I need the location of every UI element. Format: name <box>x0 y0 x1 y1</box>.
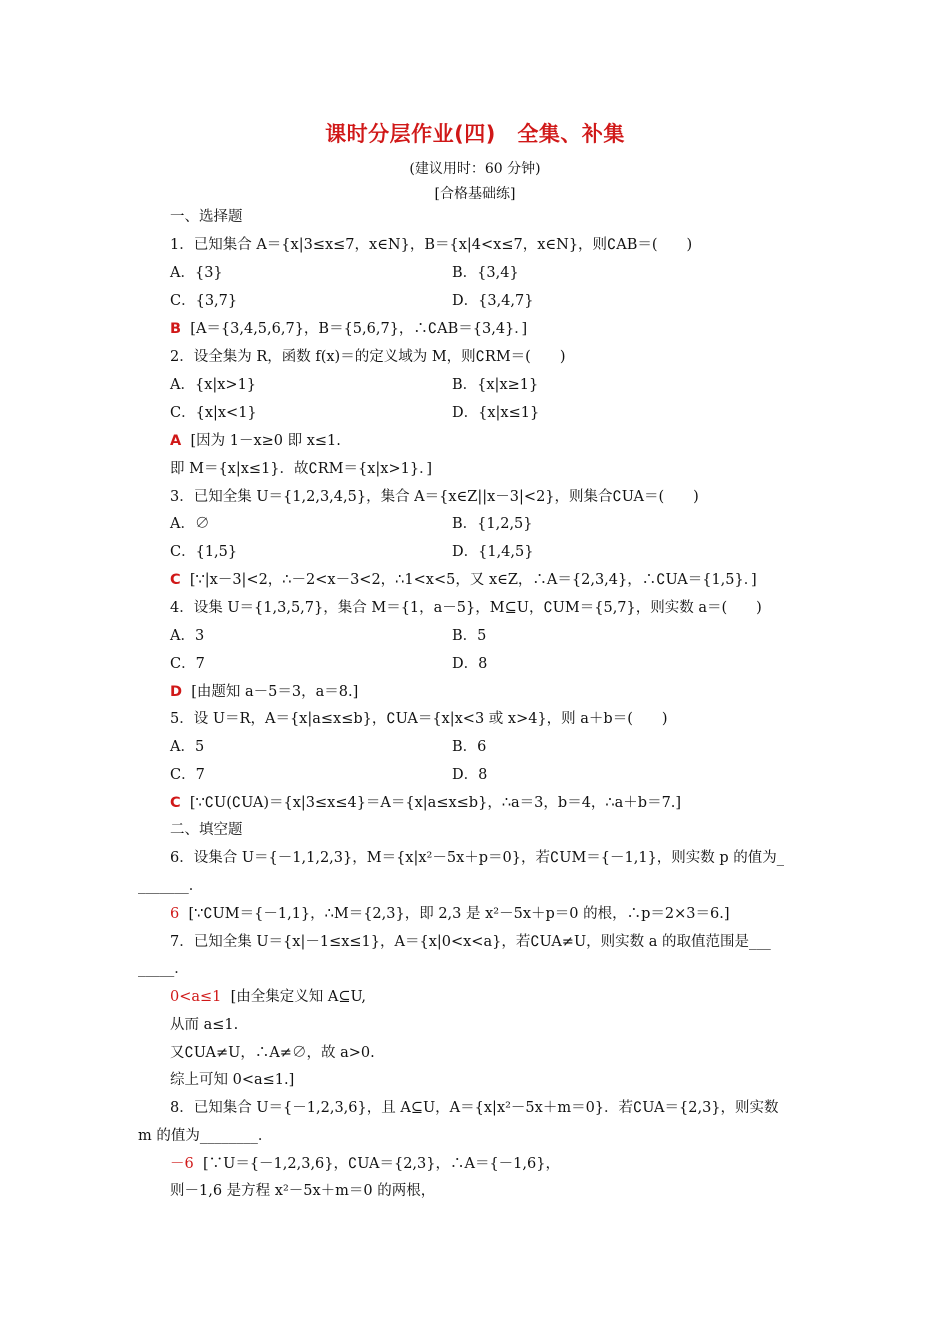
q2-answer: A <box>170 433 182 449</box>
q5-stem: 5．设 U＝R，A＝{x|a≤x≤b}，∁UA＝{x|x<3 或 x>4}，则 a＋b＝( ) <box>170 711 668 727</box>
q1-option-b: B．{3,4} <box>452 265 519 281</box>
q4-option-b: B．5 <box>452 628 487 644</box>
q5-option-b: B．6 <box>452 739 487 755</box>
q5-option-c: C．7 <box>170 767 205 783</box>
q3-option-b: B．{1,2,5} <box>452 516 533 532</box>
q6-explanation: [∵∁UM＝{－1,1}，∴M＝{2,3}，即 2,3 是 x²－5x＋p＝0 的根，∴p＝2×3＝6.] <box>188 906 730 922</box>
q1-stem: 1．已知集合 A＝{x|3≤x≤7，x∈N}，B＝{x|4<x≤7，x∈N}，则∁AB＝( ) <box>170 237 693 253</box>
q3-stem: 3．已知全集 U＝{1,2,3,4,5}，集合 A＝{x∈Z||x－3|<2}，则集合∁UA＝( ) <box>170 489 699 505</box>
q3-option-c: C．{1,5} <box>170 544 238 560</box>
q1-option-d: D．{3,4,7} <box>452 293 534 309</box>
q4-solution <box>170 682 358 702</box>
q7-stem: 7．已知全集 U＝{x|－1≤x≤1}，A＝{x|0<x<a}，若∁UA≠U，则实数 a 的取值范围是___ <box>170 934 771 950</box>
level-label: [合格基础练] <box>434 186 516 202</box>
q2-option-d: D．{x|x≤1} <box>452 405 540 421</box>
q1-solution <box>170 319 527 339</box>
q7-explanation-3: 又∁UA≠U，∴A≠∅，故 a>0. <box>170 1045 375 1061</box>
section-choice-heading: 一、选择题 <box>170 209 243 225</box>
q7-answer: 0<a≤1 <box>170 989 222 1005</box>
q1-option-c: C．{3,7} <box>170 293 238 309</box>
q2-explanation: [因为 1－x≥0 即 x≤1. <box>190 433 341 449</box>
q7-explanation-2: 从而 a≤1. <box>170 1017 239 1033</box>
q6-stem-2: _______． <box>138 878 204 894</box>
q7-explanation: [由全集定义知 A⊆U, <box>230 989 367 1005</box>
q6-answer: 6 <box>170 906 180 922</box>
q7-stem-2: _____． <box>138 961 189 977</box>
q4-option-c: C．7 <box>170 656 205 672</box>
q3-option-d: D．{1,4,5} <box>452 544 534 560</box>
q3-answer: C <box>170 572 181 588</box>
q1-option-a: A．{3} <box>170 265 223 281</box>
q2-option-a: A．{x|x>1} <box>170 377 257 393</box>
q7-explanation-4: 综上可知 0<a≤1.] <box>170 1072 295 1088</box>
q4-stem: 4．设集 U＝{1,3,5,7}，集合 M＝{1，a－5}，M⊆U，∁UM＝{5,7}，则实数 a＝( ) <box>170 600 762 616</box>
q5-option-a: A．5 <box>170 739 205 755</box>
page-title: 课时分层作业(四) 全集、补集 <box>325 122 625 146</box>
q4-answer: D <box>170 684 183 700</box>
q2-stem: 2．设全集为 R，函数 f(x)＝的定义域为 M，则∁RM＝( ) <box>170 349 566 365</box>
q4-explanation: [由题知 a－5＝3，a＝8.] <box>191 684 359 700</box>
q8-explanation-2: 则－1,6 是方程 x²－5x＋m＝0 的两根， <box>170 1183 436 1199</box>
q8-answer: －6 <box>170 1156 194 1172</box>
q6-solution <box>170 904 730 924</box>
q6-stem: 6．设集合 U＝{－1,1,2,3}，M＝{x|x²－5x＋p＝0}，若∁UM＝{－1,1}，则实数 p 的值为_ <box>170 850 785 866</box>
q4-option-d: D．8 <box>452 656 488 672</box>
q8-stem: 8．已知集合 U＝{－1,2,3,6}，且 A⊆U，A＝{x|x²－5x＋m＝0}．若∁UA＝{2,3}，则实数 <box>170 1100 779 1116</box>
q2-option-c: C．{x|x<1} <box>170 405 257 421</box>
q3-explanation: [∵|x－3|<2，∴－2<x－3<2，∴1<x<5，又 x∈Z，∴A＝{2,3,4}，∴∁UA＝{1,5}．] <box>189 572 757 588</box>
q5-answer: C <box>170 795 181 811</box>
q8-solution <box>170 1154 560 1174</box>
q8-stem-2: m 的值为________． <box>138 1128 273 1144</box>
q5-explanation: [∵∁U(∁UA)＝{x|3≤x≤4}＝A＝{x|a≤x≤b}，∴a＝3，b＝4，∴a＋b＝7.] <box>189 795 682 811</box>
time-note: (建议用时：60 分钟) <box>409 161 541 177</box>
q2-explanation-2: 即 M＝{x|x≤1}．故∁RM＝{x|x>1}．] <box>170 461 432 477</box>
q2-option-b: B．{x|x≥1} <box>452 377 539 393</box>
q5-option-d: D．8 <box>452 767 488 783</box>
q1-answer: B <box>170 321 182 337</box>
q1-explanation: [A＝{3,4,5,6,7}，B＝{5,6,7}，∴∁AB＝{3,4}．] <box>190 321 528 337</box>
q5-solution <box>170 793 681 813</box>
q7-solution <box>170 987 366 1007</box>
section-fill-heading: 二、填空题 <box>170 822 243 838</box>
q3-option-a: A．∅ <box>170 516 210 532</box>
q8-explanation: [∵U＝{－1,2,3,6}，∁UA＝{2,3}，∴A＝{－1,6}， <box>202 1156 560 1172</box>
q4-option-a: A．3 <box>170 628 205 644</box>
q2-solution <box>170 431 341 451</box>
q3-solution <box>170 570 757 590</box>
